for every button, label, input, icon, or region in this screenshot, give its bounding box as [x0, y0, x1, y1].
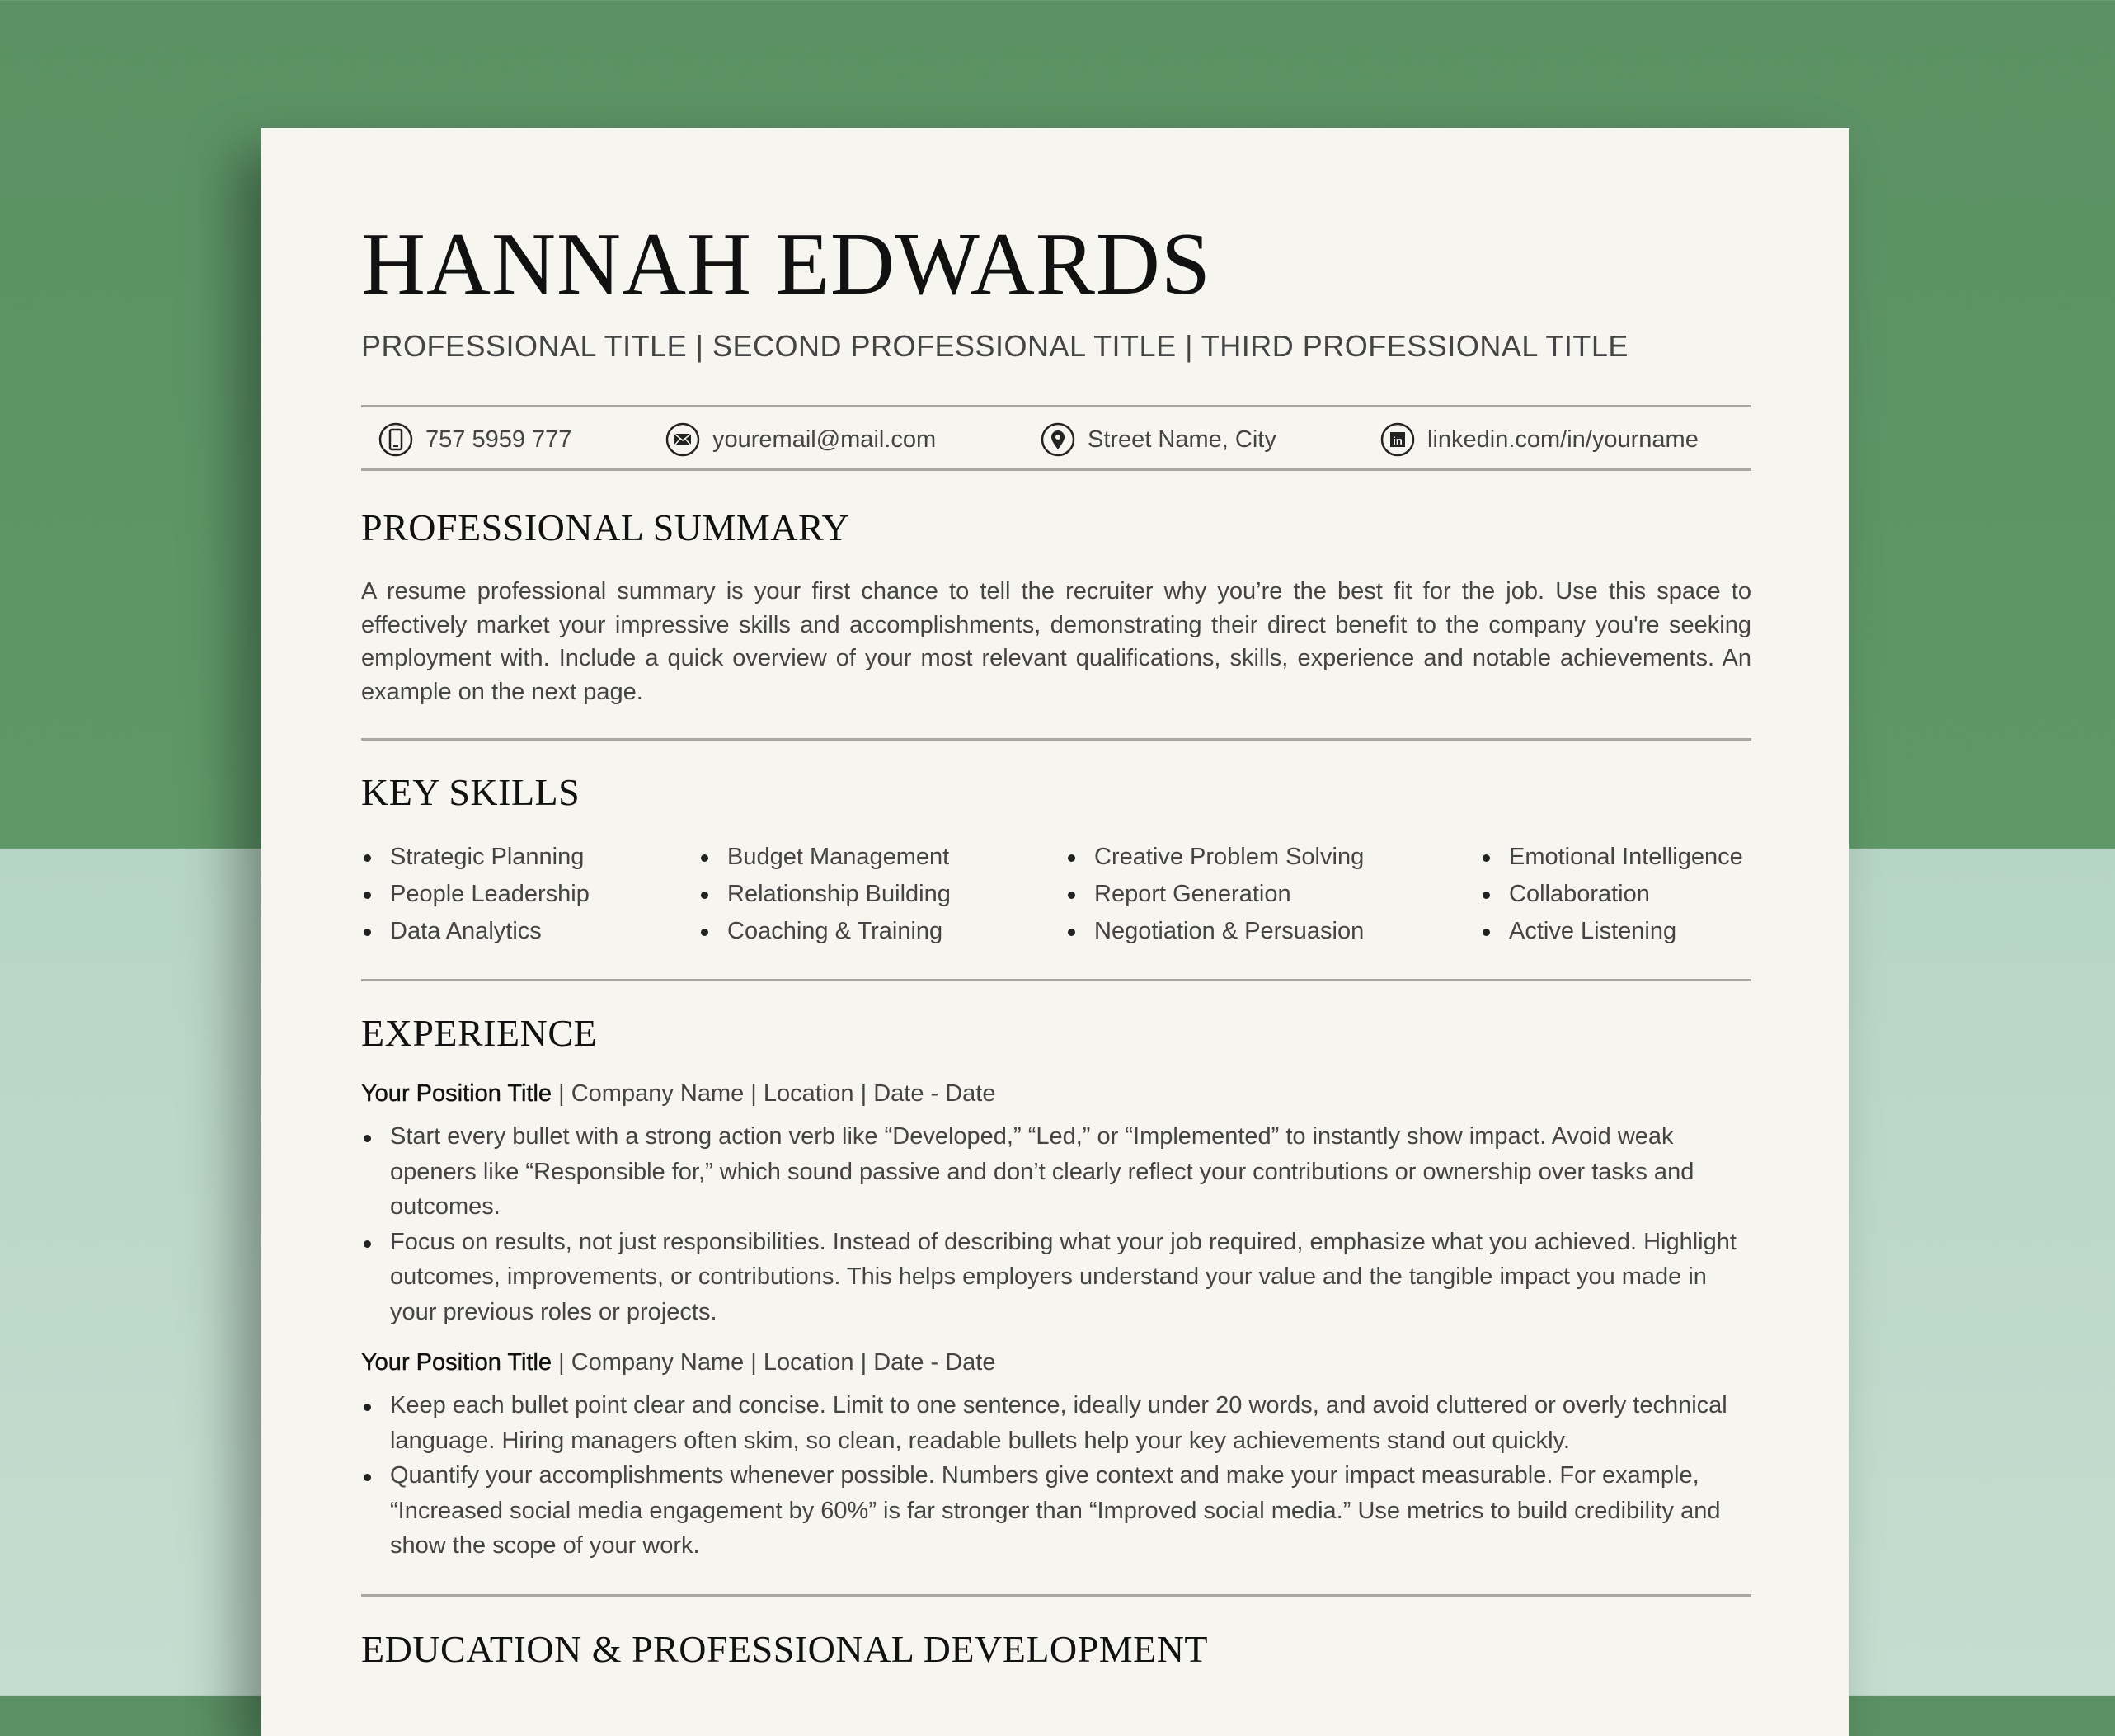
- summary-text: A resume professional summary is your first chance to tell the recruiter why you’re the best fit for the job. Use this space to effectively market your impressive skills and accomplishments, demonstrating their direct benefit to the company you're seeking employment with. Include a quick overview of your most relevant qualifications, skills, experience and notable achievements. An example on the next page.: [361, 578, 1751, 705]
- job-bullet: Quantify your accomplishments whenever possible. Numbers give context and make your impact measurable. For example, “Increased social media engagement by 60%” is far stronger than “Improved social media.” Use metrics to build credibility and show the scope of your work.: [361, 1458, 1751, 1564]
- section-heading-experience: EXPERIENCE: [361, 1012, 598, 1054]
- divider: [361, 468, 1751, 471]
- skills-column: [1480, 839, 1743, 950]
- skill-item: Negotiation & Persuasion: [1065, 913, 1480, 950]
- contact-linkedin: in linkedin.com/in/yourname: [1379, 421, 1699, 458]
- candidate-name: HANNAH EDWARDS: [361, 215, 1211, 313]
- skills-column: [361, 839, 698, 950]
- linkedin-icon: [1379, 421, 1416, 458]
- job-bullet: Keep each bullet point clear and concise. Limit to one sentence, ideally under 20 words, and avoid cluttered or overly technical language. Hiring managers often skim, so clean, readable bullets help your key achievements stand out quickly.: [361, 1388, 1751, 1458]
- job-details: | Company Name | Location | Date - Date: [552, 1349, 996, 1376]
- skill-item: Relationship Building: [698, 876, 1065, 913]
- location-pin-icon: [1040, 421, 1076, 458]
- professional-titles: PROFESSIONAL TITLE | SECOND PROFESSIONAL TITLE | THIRD PROFESSIONAL TITLE: [361, 329, 1629, 363]
- skills-list: [361, 839, 1751, 950]
- skill-item: People Leadership: [361, 876, 698, 913]
- job-title: Your Position Title: [361, 1080, 552, 1107]
- skill-item: Emotional Intelligence: [1480, 839, 1743, 876]
- job-header: [361, 1349, 1751, 1376]
- skill-item: Coaching & Training: [698, 913, 1065, 950]
- skill-item: Data Analytics: [361, 913, 698, 950]
- section-heading-skills: KEY SKILLS: [361, 771, 580, 813]
- email-icon: [665, 421, 701, 458]
- skill-item: Creative Problem Solving: [1065, 839, 1480, 876]
- contact-email: youremail@mail.com: [665, 421, 936, 458]
- job-bullet: Focus on results, not just responsibilities. Instead of describing what your job required, emphasize what you achieved. Highlight outcomes, improvements, or contributions. This helps employers understand your value and the tangible impact you made in your previous roles or projects.: [361, 1225, 1751, 1330]
- job-bullets: [361, 1119, 1751, 1329]
- skill-item: Strategic Planning: [361, 839, 698, 876]
- resume-page: [261, 128, 1849, 1736]
- contact-phone: 757 5959 777: [378, 421, 571, 458]
- divider: [361, 979, 1751, 981]
- divider: [361, 1594, 1751, 1597]
- job-header: [361, 1080, 1751, 1108]
- job-details: | Company Name | Location | Date - Date: [552, 1080, 996, 1107]
- contact-bar: [361, 412, 1751, 467]
- skill-item: Budget Management: [698, 839, 1065, 876]
- skills-column: [698, 839, 1065, 950]
- section-heading-education: EDUCATION & PROFESSIONAL DEVELOPMENT: [361, 1628, 1209, 1670]
- skill-item: Active Listening: [1480, 913, 1743, 950]
- skills-column: [1065, 839, 1480, 950]
- divider: [361, 738, 1751, 741]
- job-bullet: Start every bullet with a strong action verb like “Developed,” “Led,” or “Implemented” to instantly show impact. Avoid weak openers like “Responsible for,” which sound passive and don’t clearly reflect your contributions or ownership over tasks and outcomes.: [361, 1119, 1751, 1225]
- phone-icon: [378, 421, 414, 458]
- svg-text:in: in: [1393, 435, 1403, 447]
- divider: [361, 405, 1751, 407]
- job-bullets: [361, 1388, 1751, 1564]
- skill-item: Collaboration: [1480, 876, 1743, 913]
- skill-item: Report Generation: [1065, 876, 1480, 913]
- job-title: Your Position Title: [361, 1349, 552, 1376]
- section-heading-summary: PROFESSIONAL SUMMARY: [361, 506, 850, 548]
- contact-address: Street Name, City: [1040, 421, 1276, 458]
